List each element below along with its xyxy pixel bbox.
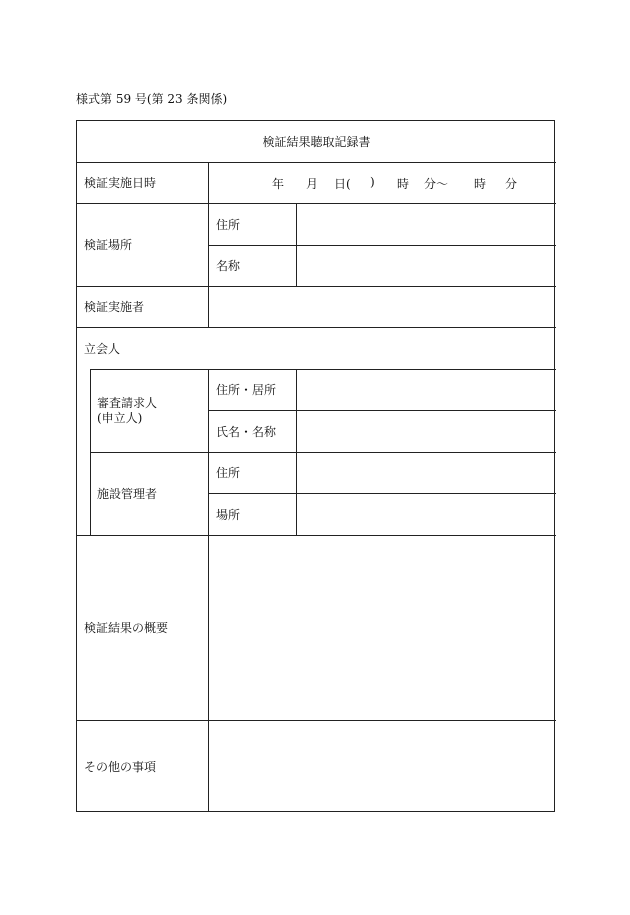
witness-label: 立会人 <box>84 341 121 356</box>
facility-address-field[interactable] <box>297 452 556 493</box>
other-field[interactable] <box>209 720 556 812</box>
requester-label-line2: (申立人) <box>97 410 143 425</box>
date-weekday-close: ) <box>370 175 375 189</box>
witness-indent-line <box>90 369 91 535</box>
date-month: 月 <box>306 177 319 191</box>
requester-label <box>97 369 157 452</box>
facility-label: 施設管理者 <box>97 487 158 501</box>
inspector-label: 検証実施者 <box>84 300 145 314</box>
requester-address-field[interactable] <box>297 369 556 410</box>
requester-label-line1: 審査請求人 <box>97 395 158 410</box>
summary-label: 検証結果の概要 <box>84 621 169 635</box>
date-hour-end: 時 <box>474 177 487 191</box>
record-form-table <box>76 120 555 812</box>
place-name-field[interactable] <box>297 245 556 286</box>
form-number: 様式第 59 号(第 23 条関係) <box>76 92 228 106</box>
requester-address-label: 住所・居所 <box>216 383 277 397</box>
date-hour-start: 時 <box>397 177 410 191</box>
place-address-field[interactable] <box>297 203 556 245</box>
date-minute-end: 分 <box>505 177 518 191</box>
requester-name-label: 氏名・名称 <box>216 424 277 439</box>
form-title: 検証結果聴取記録書 <box>262 135 371 149</box>
facility-place-label: 場所 <box>216 507 241 522</box>
other-label: その他の事項 <box>84 759 157 774</box>
inspector-field[interactable] <box>209 286 556 327</box>
place-address-label: 住所 <box>216 217 241 232</box>
requester-name-field[interactable] <box>297 410 556 452</box>
place-label: 検証場所 <box>84 238 133 252</box>
date-minute-start: 分〜 <box>424 177 449 191</box>
date-field[interactable] <box>209 162 556 203</box>
date-day: 日( <box>334 177 351 191</box>
date-year: 年 <box>272 177 285 191</box>
place-name-label: 名称 <box>216 259 241 273</box>
divider-inspector <box>77 327 556 328</box>
summary-field[interactable] <box>209 535 556 720</box>
date-label: 検証実施日時 <box>84 176 157 190</box>
facility-address-label: 住所 <box>216 466 241 480</box>
facility-place-field[interactable] <box>297 493 556 535</box>
